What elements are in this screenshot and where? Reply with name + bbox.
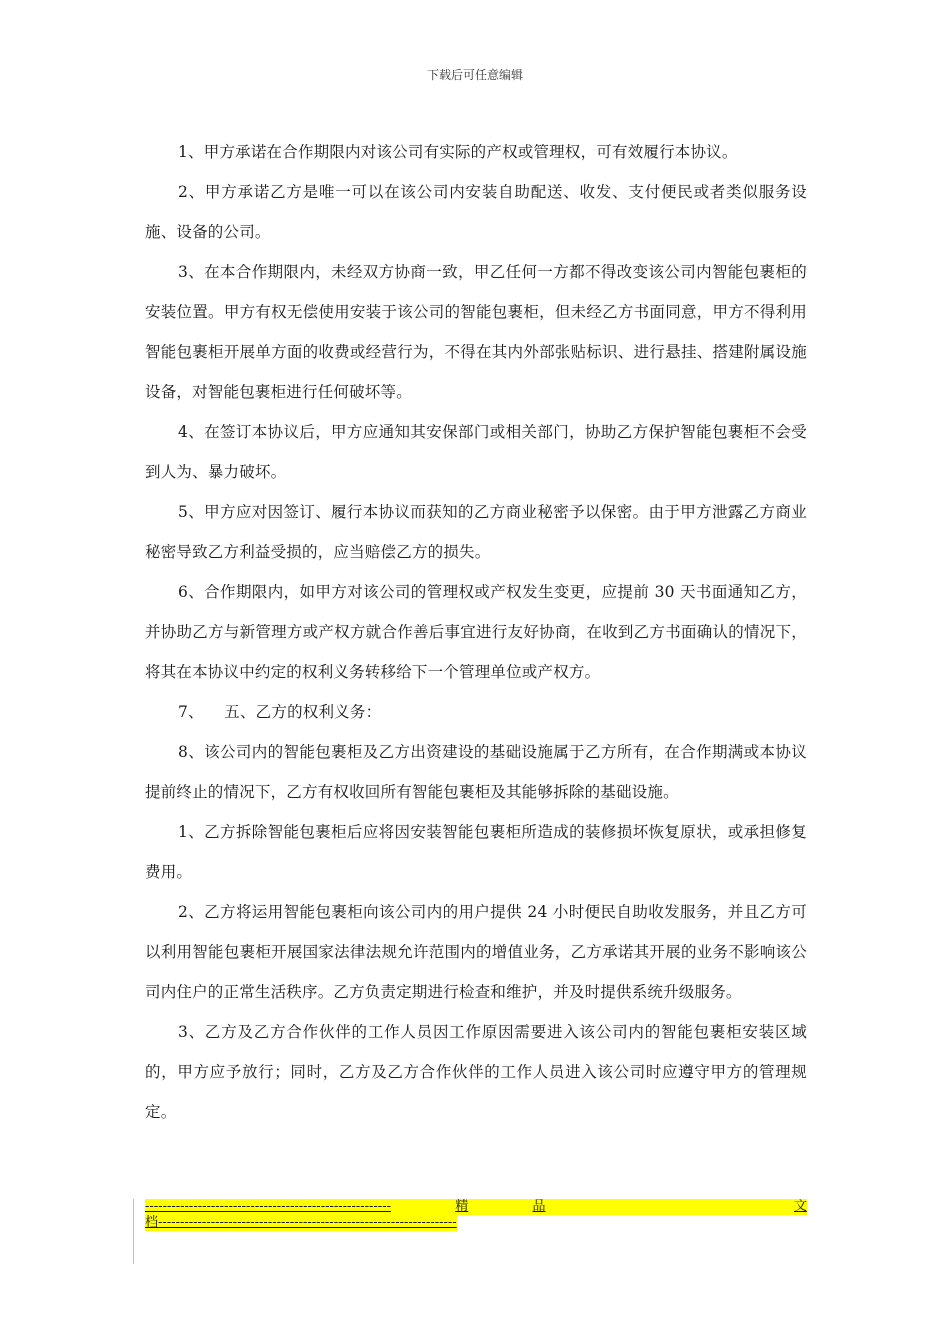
clause-paragraph: 1、甲方承诺在合作期限内对该公司有实际的产权或管理权，可有效履行本协议。 [178,143,738,161]
footer-spacer [610,1199,730,1215]
clause-paragraph: 5、甲方应对因签订、履行本协议而获知的乙方商业秘密予以保密。由于甲方泄露乙方商业秘密导致乙方利益受损的，应当赔偿乙方的损失。 [145,503,807,561]
clause-paragraph: 1、乙方拆除智能包裹柜后应将因安装智能包裹柜所造成的装修损坏恢复原状，或承担修复费用。 [145,823,807,881]
margin-divider [133,1199,134,1264]
document-body [145,132,807,1132]
footer-line-1 [145,1199,807,1215]
footer-char: 文 [793,1199,807,1214]
clause-paragraph: 3、在本合作期限内，未经双方协商一致，甲乙任何一方都不得改变该公司内智能包裹柜的安装位置。甲方有权无偿使用安装于该公司的智能包裹柜，但未经乙方书面同意，甲方不得利用智能包裹柜开展单方面的收费或经营行为，不得在其内外部张贴标识、进行悬挂、搭建附属设施设备，对智能包裹柜进行任何破坏等。 [145,263,807,401]
footer-dashes: -------------------------------------------------------- [145,1199,391,1214]
clause-paragraph: 6、合作期限内，如甲方对该公司的管理权或产权发生变更，应提前 30 天书面通知乙方，并协助乙方与新管理方或产权方就合作善后事宜进行友好协商，在收到乙方书面确认的情况下，将其在本协议中约定的权利义务转移给下一个管理单位或产权方。 [145,583,807,681]
footer-char: 精 [455,1199,469,1214]
page-header-note: 下载后可任意编辑 [426,68,523,82]
clause-paragraph: 4、在签订本协议后，甲方应通知其安保部门或相关部门，协助乙方保护智能包裹柜不会受到人为、暴力破坏。 [145,423,807,481]
footer-watermark [145,1199,807,1231]
section-heading-paragraph: 7、 五、乙方的权利义务： [178,703,382,721]
footer-line-2: 档-------------------------------------------------------------------- [145,1215,457,1230]
clause-paragraph: 3、乙方及乙方合作伙伴的工作人员因工作原因需要进入该公司内的智能包裹柜安装区域的，甲方应予放行；同时，乙方及乙方合作伙伴的工作人员进入该公司时应遵守甲方的管理规定。 [145,1023,807,1121]
footer-char: 品 [532,1199,546,1214]
clause-paragraph: 8、该公司内的智能包裹柜及乙方出资建设的基础设施属于乙方所有，在合作期满或本协议提前终止的情况下，乙方有权收回所有智能包裹柜及其能够拆除的基础设施。 [145,743,807,801]
clause-paragraph: 2、甲方承诺乙方是唯一可以在该公司内安装自助配送、收发、支付便民或者类似服务设施、设备的公司。 [145,183,807,241]
clause-paragraph: 2、乙方将运用智能包裹柜向该公司内的用户提供 24 小时便民自助收发服务，并且乙方可以利用智能包裹柜开展国家法律法规允许范围内的增值业务，乙方承诺其开展的业务不影响该公司内住户的正常生活秩序。乙方负责定期进行检查和维护，并及时提供系统升级服务。 [145,903,807,1001]
